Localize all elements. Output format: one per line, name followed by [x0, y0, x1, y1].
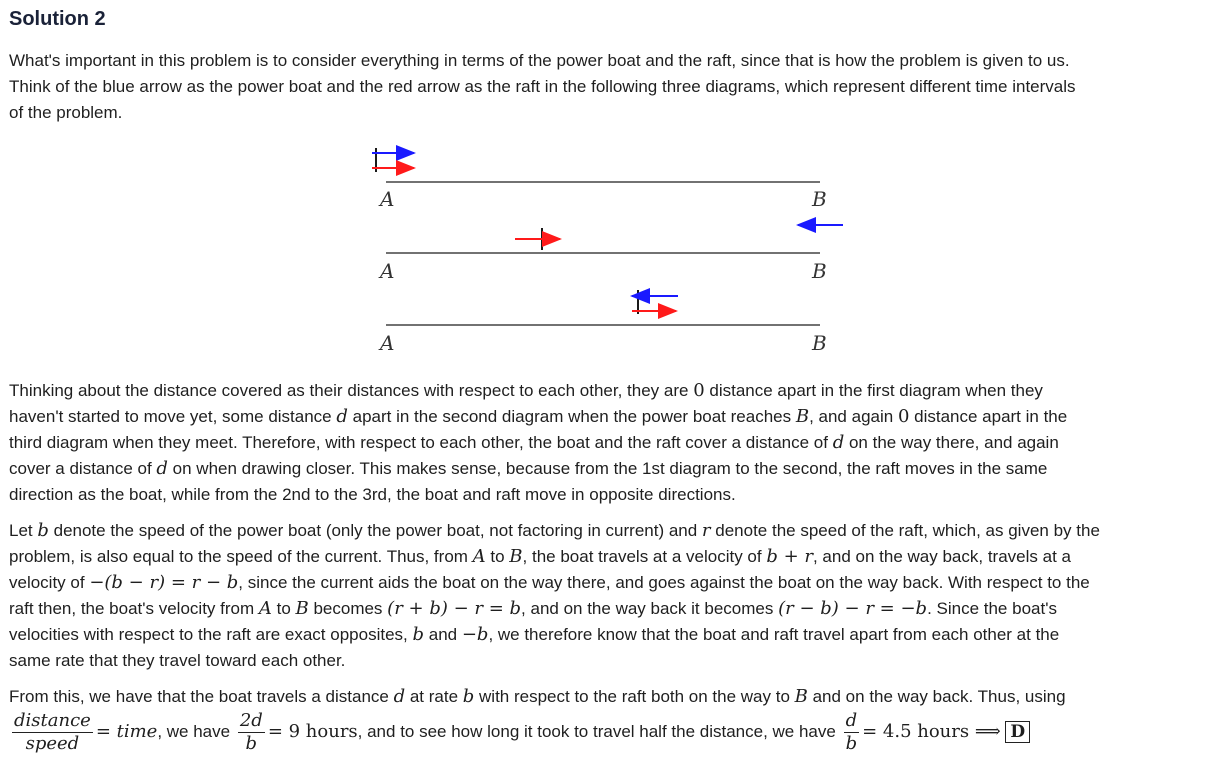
distance-paragraph: Thinking about the distance covered as their distances with respect to each other, they are 0 distance apart in the first diagram when they haven't started to move yet, some distance d apart in the second diagram when the power boat reaches B, and again 0 distance apart in the third diagram when they meet. Therefore, with respect to each other, the boat and the raft cover a distance of d on the way there, and again cover a distance of d on when drawing closer. This makes sense, because from the 1st diagram to the second, the raft moves in the same direction as the boat, while from the 2nd to the 3rd, the boat and raft move in opposite directions. — [9, 380, 1068, 504]
answer-box: D — [1005, 721, 1030, 743]
distance-over-speed-fraction: $\frac{\text{distance}}{\text{speed}}$ — [14, 710, 91, 754]
solution-heading: Solution 2 — [9, 8, 106, 30]
point-a-label: A — [380, 331, 395, 355]
point-a-label: A — [380, 187, 395, 211]
point-b-label: B — [812, 331, 827, 355]
diagram-3 — [378, 290, 827, 355]
intro-line-1: What's important in this problem is to consider everything in terms of the power boat and the raft, since that is how the problem is given to us. — [9, 51, 1070, 70]
two-d-over-b-fraction: $\frac{2d}{b}$ — [239, 710, 263, 754]
intro-paragraph — [9, 48, 1209, 126]
intro-line-2: Think of the blue arrow as the power boat and the red arrow as the raft in the following three diagrams, which represent different time intervals — [9, 77, 1076, 96]
d-over-b-fraction: $\frac{d}{b}$ — [845, 710, 858, 754]
point-b-label: B — [812, 259, 827, 283]
velocity-paragraph: Let b denote the speed of the power boat (only the power boat, not factoring in current) and r denote the speed of the raft, which, as given by the problem, is also equal to the speed of the current. Thus, from A to B, the boat travels at a velocity of b + r, and on the way back, travels at a velocity of −(b − r) = r − b, since the current aids the boat on the way there, and goes against the boat on the way back. With respect to the raft then, the boat's velocity from A to B becomes (r + b) − r = b, and on the way back it becomes (r − b) − r = −b. Since the boat's velocities with respect to the raft are exact opposites, b and −b, we therefore know that the boat and raft travel apart from each other at the same rate that they travel toward each other. — [9, 520, 1100, 670]
diagram-1 — [372, 148, 827, 211]
intro-line-3: of the problem. — [9, 103, 123, 122]
point-a-label: A — [380, 259, 395, 283]
conclusion-line-2: $\frac{\text{distance}}{\text{speed}}$ = time, we have $\frac{2d}{b}$ = 9 hours, and to see how long it took to travel half the distance, we have $\frac{d}{b}$ = 4.5 hours ⟹ D — [9, 710, 1030, 755]
conclusion-line-1: From this, we have that the boat travels a distance d at rate b with respect to the raft both on the way to B and on the way back. Thus, using — [9, 686, 1066, 707]
diagram-2 — [378, 225, 843, 283]
point-b-label: B — [812, 187, 827, 211]
arrow-diagrams — [360, 140, 860, 362]
